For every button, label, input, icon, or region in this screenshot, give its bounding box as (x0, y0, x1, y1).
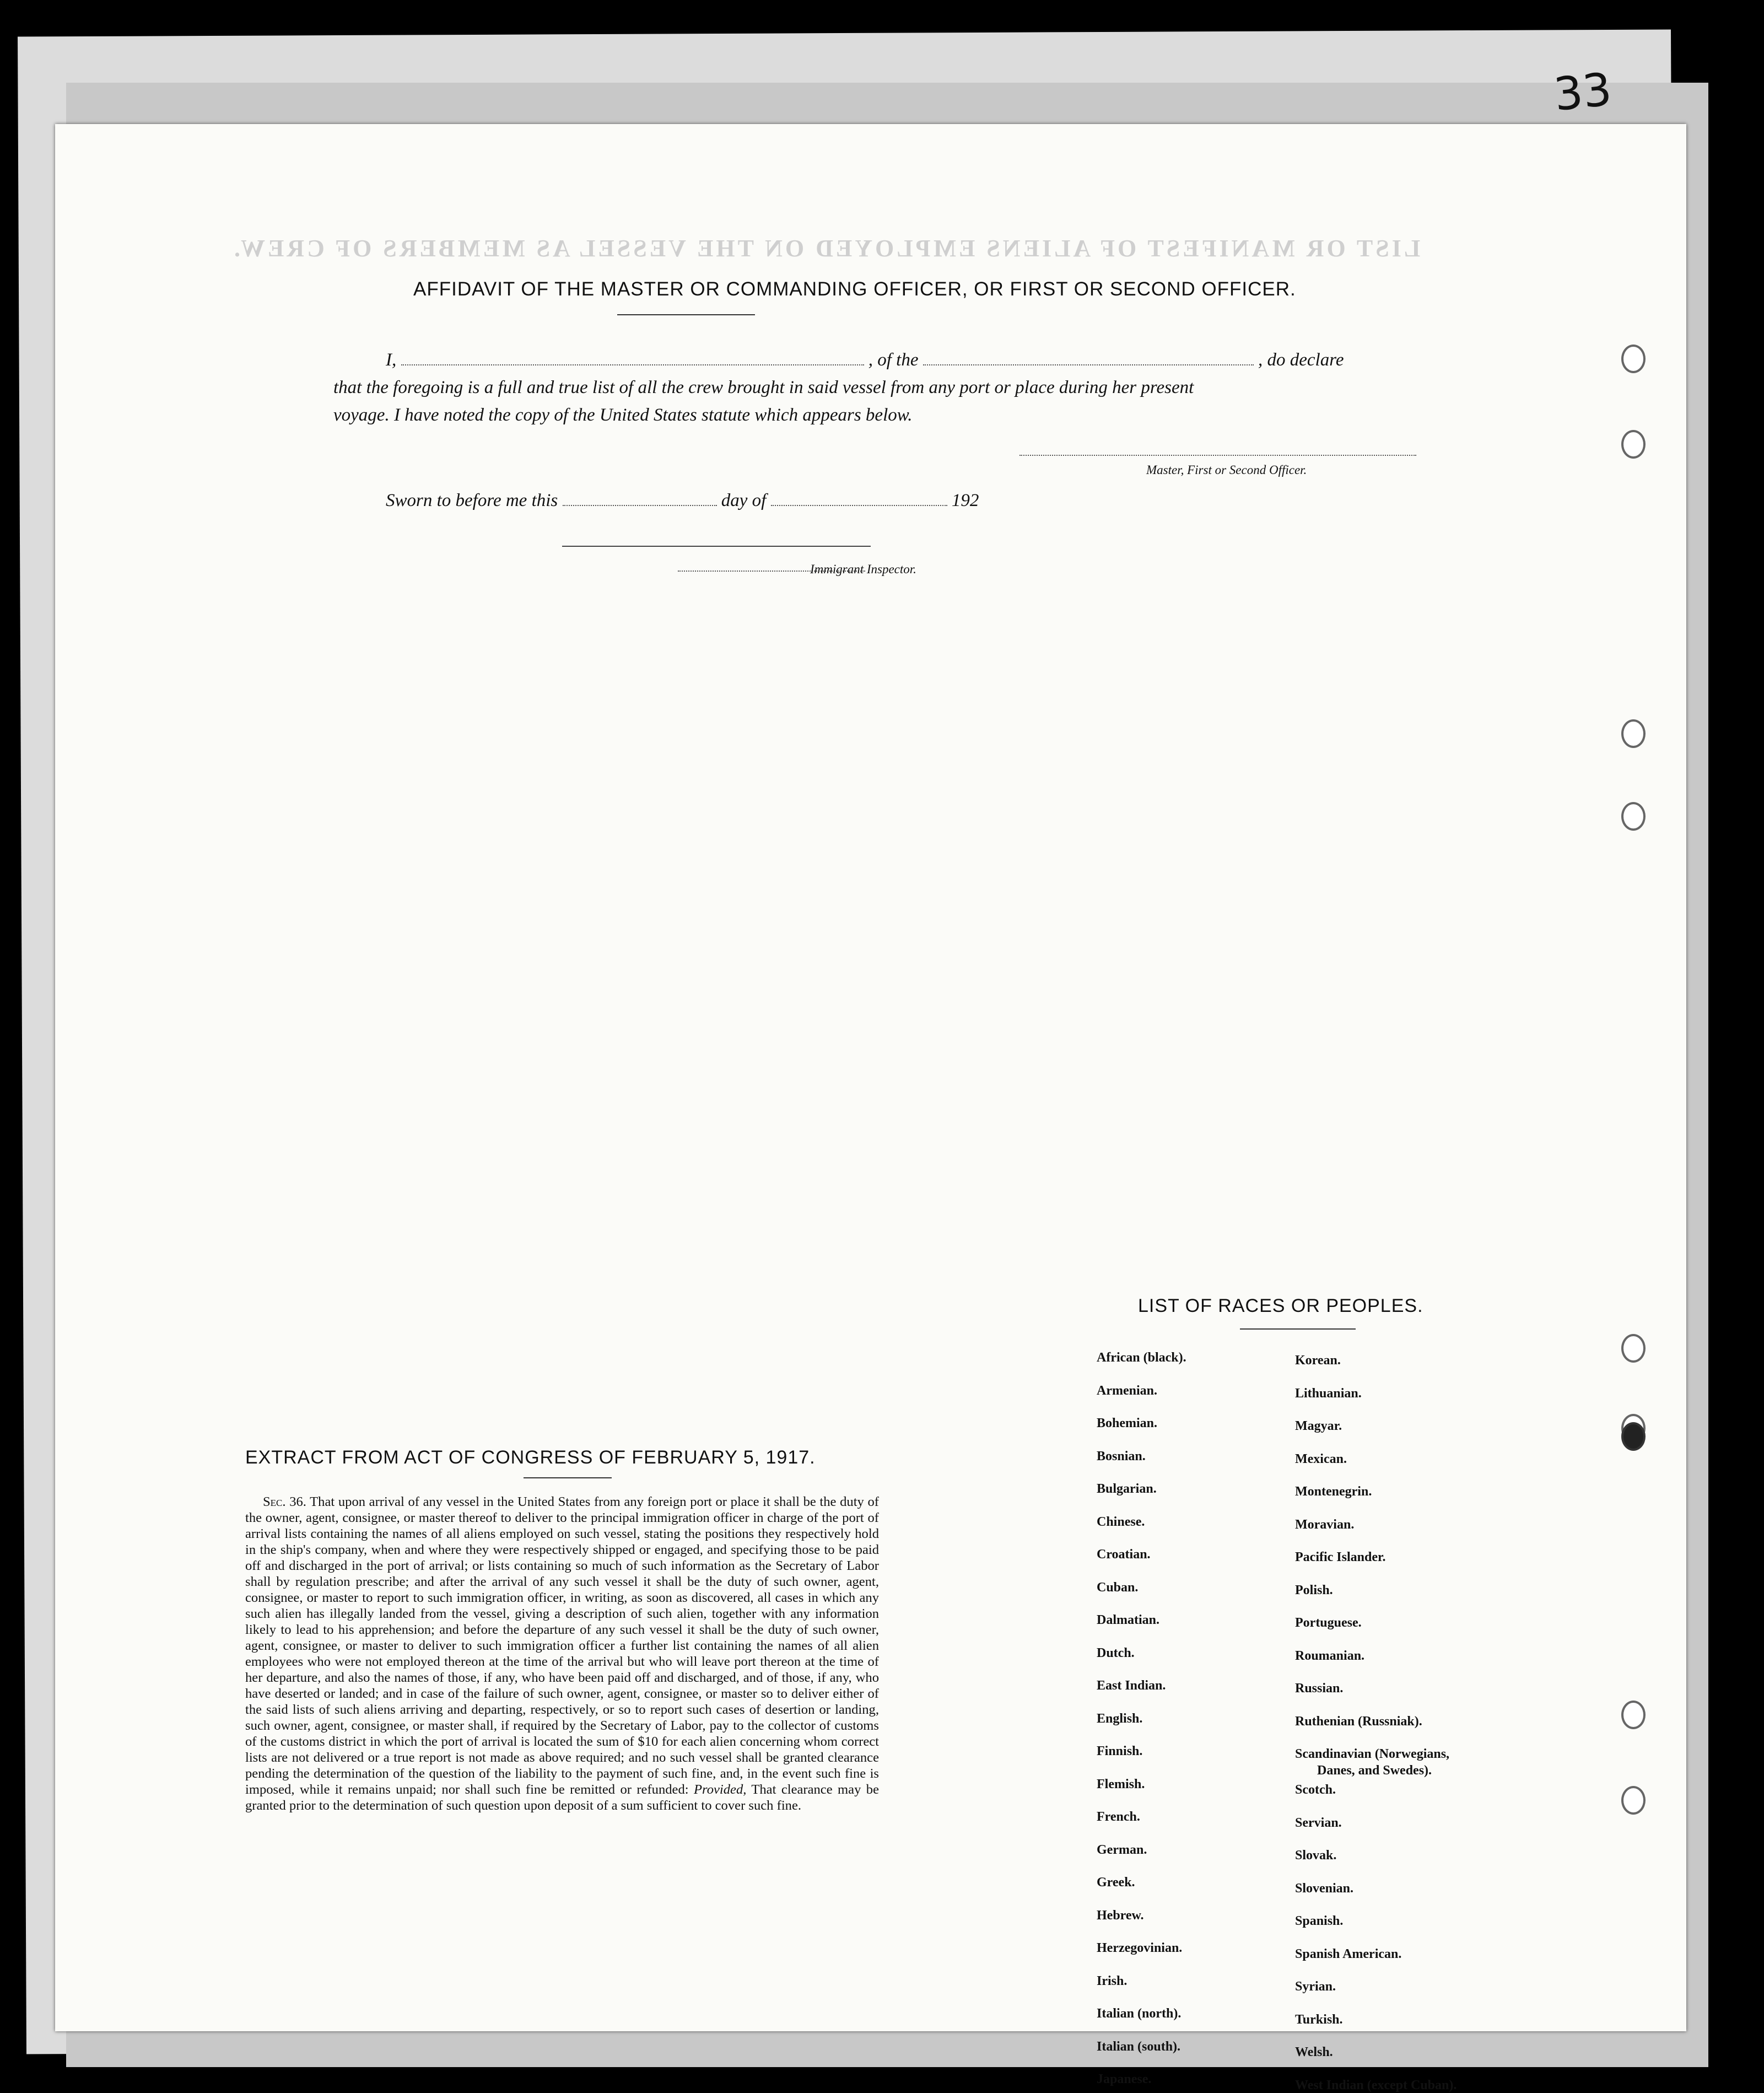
inspector-signature-label: Immigrant Inspector. (810, 562, 916, 576)
race-item: Dalmatian. (1097, 1613, 1159, 1627)
race-item: Korean. (1295, 1353, 1341, 1368)
sworn-day-field[interactable] (563, 493, 717, 506)
race-item: East Indian. (1097, 1678, 1166, 1693)
race-item: Finnish. (1097, 1744, 1143, 1758)
statute-body-end: That clearance may be granted prior to the determination of such question upon deposit of a sum sufficient to cover such fine. (245, 1782, 879, 1813)
race-item: Cuban. (1097, 1580, 1139, 1595)
statute-section-label: Sec. 36. (263, 1494, 306, 1509)
sworn-day-of: day of (721, 491, 767, 510)
race-item: Dutch. (1097, 1645, 1135, 1660)
race-item: Ruthenian (Russniak). (1295, 1714, 1422, 1729)
race-item: Russian. (1295, 1681, 1344, 1696)
extract-heading: EXTRACT FROM ACT OF CONGRESS OF FEBRUARY 5, 1917. (245, 1447, 816, 1468)
race-item: African (black). (1097, 1351, 1186, 1365)
race-item: Lithuanian. (1295, 1386, 1362, 1401)
race-item: Moravian. (1295, 1517, 1355, 1532)
declaration-do-declare: , do declare (1258, 350, 1344, 370)
race-item: Herzegovinian. (1097, 1941, 1183, 1955)
statute-text (245, 1494, 879, 1814)
race-item: Danes, and Swedes). (1317, 1763, 1432, 1778)
race-item: Servian. (1295, 1815, 1342, 1830)
punch-hole (1621, 1422, 1646, 1451)
declaration-i: I, (386, 350, 397, 370)
ghost-header: LIST OR MANIFEST OF ALIENS EMPLOYED ON THE VESSEL AS MEMBERS OF CREW. (231, 235, 1421, 262)
race-item: Irish. (1097, 1973, 1128, 1988)
race-item: Syrian. (1295, 1979, 1336, 1994)
race-item: Portuguese. (1295, 1616, 1362, 1630)
punch-hole (1621, 345, 1646, 373)
race-item: German. (1097, 1842, 1147, 1857)
race-item: Bulgarian. (1097, 1482, 1157, 1496)
race-item: Japanese. (1097, 2072, 1152, 2086)
punch-hole (1621, 802, 1646, 831)
punch-hole (1621, 1786, 1646, 1815)
affidavit-heading-rule (617, 314, 755, 315)
race-item: English. (1097, 1711, 1143, 1726)
punch-hole (1621, 1701, 1646, 1729)
race-item: West Indian (except Cuban). (1295, 2078, 1457, 2092)
race-item: Pacific Islander. (1295, 1550, 1386, 1564)
race-item: Hebrew. (1097, 1908, 1144, 1923)
race-item: Montenegrin. (1295, 1484, 1372, 1499)
declaration-line-3: voyage. I have noted the copy of the United States statute which appears below. (333, 405, 913, 425)
sworn-text: Sworn to before me this (386, 491, 558, 510)
race-item: Flemish. (1097, 1777, 1145, 1791)
manifest-page (55, 124, 1686, 2092)
race-item: Slovak. (1295, 1848, 1337, 1863)
race-item: Roumanian. (1295, 1648, 1365, 1663)
race-item: Chinese. (1097, 1514, 1145, 1529)
affidavit-heading: AFFIDAVIT OF THE MASTER OR COMMANDING OFFICER, OR FIRST OR SECOND OFFICER. (413, 278, 1296, 300)
declaration-of-the: , of the (868, 350, 919, 370)
punch-hole (1621, 430, 1646, 459)
race-item: Italian (south). (1097, 2039, 1181, 2054)
sworn-underline (562, 546, 871, 547)
race-item: Bohemian. (1097, 1416, 1158, 1430)
master-signature-line[interactable] (1019, 455, 1416, 456)
declaration-line-1 (386, 350, 1344, 370)
sworn-year: 192 (951, 491, 979, 510)
race-item: Italian (north). (1097, 2006, 1182, 2021)
race-item: Croatian. (1097, 1547, 1151, 1562)
extract-heading-rule (524, 1477, 612, 1478)
vessel-name-field[interactable] (923, 352, 1254, 365)
races-heading: LIST OF RACES OR PEOPLES. (1138, 1295, 1423, 1316)
race-item: Scotch. (1295, 1783, 1336, 1797)
sworn-line (386, 491, 979, 511)
race-item: Turkish. (1295, 2012, 1343, 2027)
race-item: Greek. (1097, 1875, 1135, 1890)
declaration-line-2: that the foregoing is a full and true list of all the crew brought in said vessel from any port or place during her present (333, 378, 1194, 397)
race-item: French. (1097, 1810, 1140, 1824)
statute-body: That upon arrival of any vessel in the United States from any foreign port or place it shall be the duty of the owner, agent, consignee, or master thereof to deliver to the principal immigration officer in charge of the port of arrival lists containing the names of all aliens employed on such vessel, stating the positions they respectively hold in the ship's company, when and where they were respectively shipped or engaged, and specifying those to be paid off and discharged in the port of arrival; or lists containing so much of such information as the Secretary of Labor shall by regulation prescribe; and after the arrival of any such vessel it shall be the duty of such owner, agent, consignee, or master to report to such immigration officer, in writing, as soon as discovered, all cases in which any such alien has illegally landed from the vessel, giving a description of such alien, together with any information likely to lead to his apprehension; and before the departure of any such vessel it shall be the duty of such owner, agent, consignee, or master to deliver to such immigration officer a further list containing the names of all alien employees who were not employed thereon at the time of the arrival but who will leave port thereon at the time of her departure, and also the names of those, if any, who have been paid off and discharged, and of those, if any, who have deserted or landed; and in case of the failure of such owner, agent, consignee, or master so to deliver either of the said lists of such aliens arriving and departing, respectively, or so to report such cases of desertion or landing, such owner, agent, consignee, or master shall, if required by the Secretary of Labor, pay to the collector of customs of the customs district in which the port of arrival is located the sum of $10 for each alien concerning whom correct lists are not delivered or a true report is not made as above required; and no such vessel shall be granted clearance pending the determination of the question of the liability to the payment of such fine, and, in the event such fine is imposed, while it remains unpaid; nor shall such fine be remitted or refunded: (245, 1494, 879, 1797)
punch-hole (1621, 719, 1646, 748)
page-number: 33 (1551, 63, 1615, 122)
race-item: Slovenian. (1295, 1881, 1354, 1896)
race-item: Spanish American. (1295, 1946, 1402, 1961)
race-item: Welsh. (1295, 2045, 1333, 2059)
master-name-field[interactable] (401, 352, 864, 365)
sworn-month-field[interactable] (771, 493, 947, 506)
race-item: Armenian. (1097, 1383, 1157, 1398)
race-item: Mexican. (1295, 1451, 1347, 1466)
punch-hole (1621, 1334, 1646, 1363)
race-item: Bosnian. (1097, 1449, 1146, 1464)
race-item: Scandinavian (Norwegians, (1295, 1747, 1450, 1761)
race-item: Spanish. (1295, 1914, 1344, 1928)
race-item: Polish. (1295, 1583, 1333, 1597)
master-signature-label: Master, First or Second Officer. (1146, 463, 1307, 477)
races-heading-rule (1240, 1328, 1356, 1330)
statute-proviso: Provided, (694, 1782, 747, 1797)
race-item: Magyar. (1295, 1419, 1342, 1433)
